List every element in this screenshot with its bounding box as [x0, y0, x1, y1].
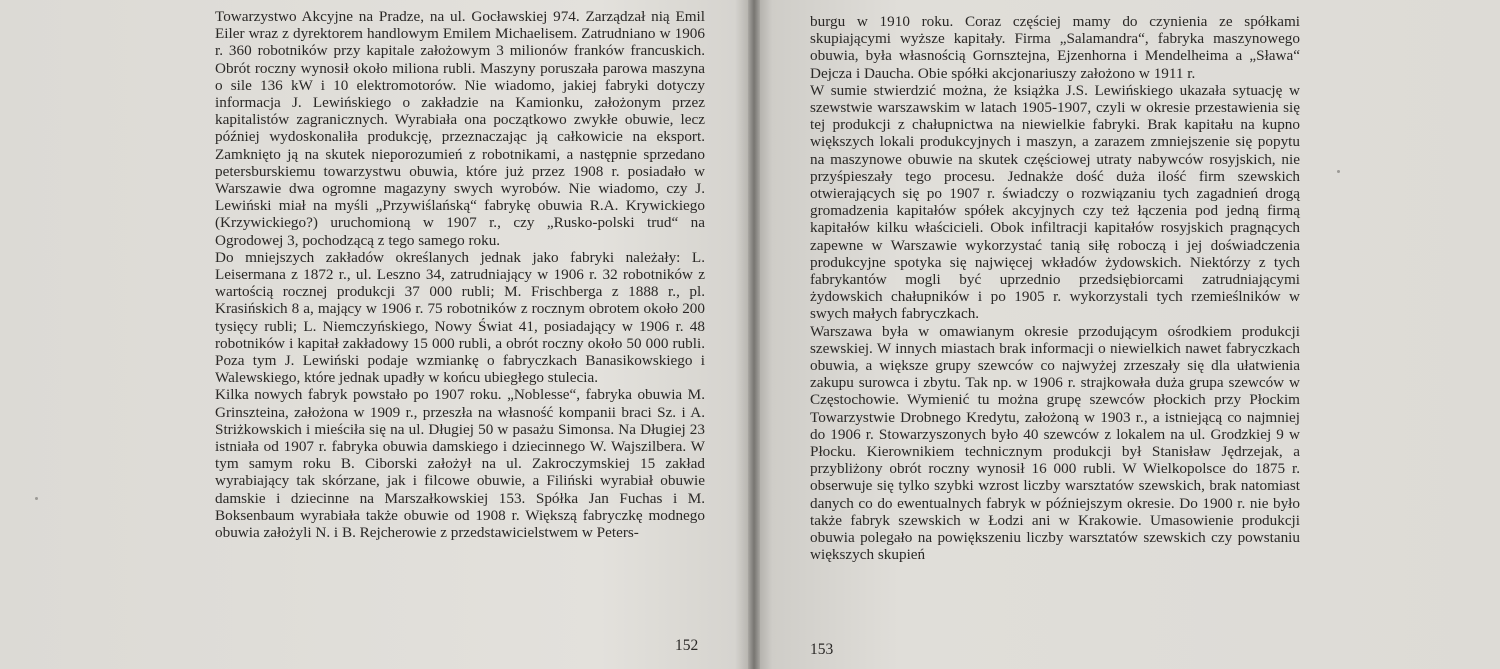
paper-speck: [35, 497, 38, 500]
left-paragraph-3: Kilka nowych fabryk powstało po 1907 roku. „Noblesse“, fabryka obuwia M. Grinszteina, założona w 1909 r., przeszła na własność kompanii braci Sz. i A. Striżkowskich i mieściła się na ul. Długiej 50 w pasażu Simonsa. Na Długiej 23 istniała od 1907 r. fabryka obuwia damskiego i dziecinnego W. Wajszilbera. W tym samym roku B. Ciborski założył na ul. Zakroczymskiej 15 zakład wyrabiający tak skórzane, jak i filcowe obuwie, a Filiński wyrabiał obuwie damskie i dziecinne na Marszałkowskiej 153. Spółka Jan Fuchas i M. Boksenbaum wyrabiała także obuwie od 1908 r. Większą fabryczkę modnego obuwia założyli N. i B. Rejcherowie z przedstawicielstwem w Peters-: [215, 386, 705, 542]
left-page-number: 152: [675, 637, 699, 654]
right-page: [758, 0, 1500, 669]
right-page-text: [810, 13, 1300, 564]
left-page-text: [215, 8, 705, 541]
left-paragraph-2: Do mniejszych zakładów określanych jednak jako fabryki należały: L. Leisermana z 1872 r., ul. Leszno 34, zatrudniający w 1906 r. 32 robotników z wartością rocznej produkcji 37 000 rubli; M. Frischberga z 1888 r., pl. Krasińskich 8 a, mający w 1906 r. 75 robotników z rocznym obrotem około 200 tysięcy rubli; L. Niemczyńskiego, Nowy Świat 41, posiadający w 1906 r. 48 robotników i kapitał zakładowy 15 000 rubli, a obrót roczny około 50 000 rubli. Poza tym J. Lewiński podaje wzmiankę o fabryczkach Banasikowskiego i Walewskiego, które jednak upadły w końcu ubiegłego stulecia.: [215, 248, 705, 387]
right-page-number: 153: [810, 641, 834, 658]
right-paragraph-2: W sumie stwierdzić można, że książka J.S. Lewińskiego ukazała sytuację w szewstwie warszawskim w latach 1905-1907, czyli w okresie przestawienia się tej produkcji z chałupnictwa na niewielkie fabryki. Brak kapitału na kupno większych lokali produkcyjnych i maszyn, a zarazem zmniejszenie się popytu na maszynowe obuwie na skutek częściowej utraty nabywców rosyjskich, nie przyśpieszały tego procesu. Jednakże dość duża ilość firm szewskich otwierających się po 1907 r. świadczy o rozwiązaniu tych zagadnień drogą gromadzenia kapitałów spółek akcyjnych czy też łączenia pod jedną firmą kapitałów kilku właścicieli. Obok infiltracji kapitałów rosyjskich pragnących zapewne w Warszawie wykorzystać tanią siłę roboczą i jej doświadczenia produkcyjne spotyka się najwięcej wkładów żydowskich. Niektórzy z tych fabrykantów mogli być uprzednio przedsiębiorcami zatrudniającymi żydowskich chałupników i po 1905 r. wykorzystali tych rzemieślników w swych małych fabryczkach.: [810, 81, 1300, 323]
right-paragraph-1: burgu w 1910 roku. Coraz częściej mamy do czynienia ze spółkami skupiającymi wyższe kapitały. Firma „Salamandra“, fabryka maszynowego obuwia, była własnością Gornsztejna, Ejzenhorna i Mendelheima a „Sława“ Dejcza i Daucha. Obie spółki akcjonariuszy założono w 1911 r.: [810, 13, 1300, 82]
left-paragraph-1: Towarzystwo Akcyjne na Pradze, na ul. Gocławskiej 974. Zarządzał nią Emil Eiler wraz z dyrektorem handlowym Emilem Michaelisem. Zatrudniano w 1906 r. 360 robotników przy kapitale założowym 3 milionów franków francuskich. Obrót roczny wynosił około miliona rubli. Maszyny poruszała parowa maszyna o sile 136 kW i 10 elektromotorów. Nie wiadomo, jakiej fabryki dotyczy informacja J. Lewińskiego o zakładzie na Kamionku, założonym przez kapitalistów zagranicznych. Wyrabiała ona początkowo zwykłe obuwie, lecz później wydoskonaliła produkcję, przeznaczając ją całkowicie na eksport. Zamknięto ją na skutek nieporozumień z robotnikami, a następnie sprzedano petersburskiemu towarzystwu obuwia, które już przez 1908 r. posiadało w Warszawie dwa ogromne magazyny swych wyrobów. Nie wiadomo, czy J. Lewiński miał na myśli „Przywiślańską“ fabrykę obuwia R.A. Krywickiego (Krzywickiego?) uruchomioną w 1907 r., czy „Rusko-polski trud“ na Ogrodowej 3, pochodzącą z tego samego roku.: [215, 8, 705, 249]
right-paragraph-3: Warszawa była w omawianym okresie przodującym ośrodkiem produkcji szewskiej. W innych miastach brak informacji o niewielkich nawet fabryczkach obuwia, a większe grupy szewców co najwyżej zrzeszały się dla ułatwienia zakupu surowca i zbytu. Tak np. w 1906 r. strajkowała duża grupa szewców w Częstochowie. Wymienić tu można grupę szewców płockich przy Płockim Towarzystwie Drobnego Kredytu, założoną w 1903 r., a istniejącą co najmniej do 1906 r. Stowarzyszonych było 40 szewców z lokalem na ul. Grodzkiej 9 w Płocku. Kierownikiem technicznym produkcji był Stanisław Jędrzejak, a przybliżony obrót roczny wynosił 16 000 rubli. W Wielkopolsce do 1875 r. obserwuje się tylko szybki wzrost liczby warsztatów szewskich, brak natomiast danych co do ewentualnych fabryk w późniejszym okresie. Do 1900 r. nie było także fabryk szewskich w Łodzi ani w Krakowie. Umasowienie produkcji obuwia polegało na powiększeniu liczby warsztatów szewskich czy powstaniu większych skupień: [810, 322, 1300, 564]
paper-speck: [1337, 170, 1340, 173]
